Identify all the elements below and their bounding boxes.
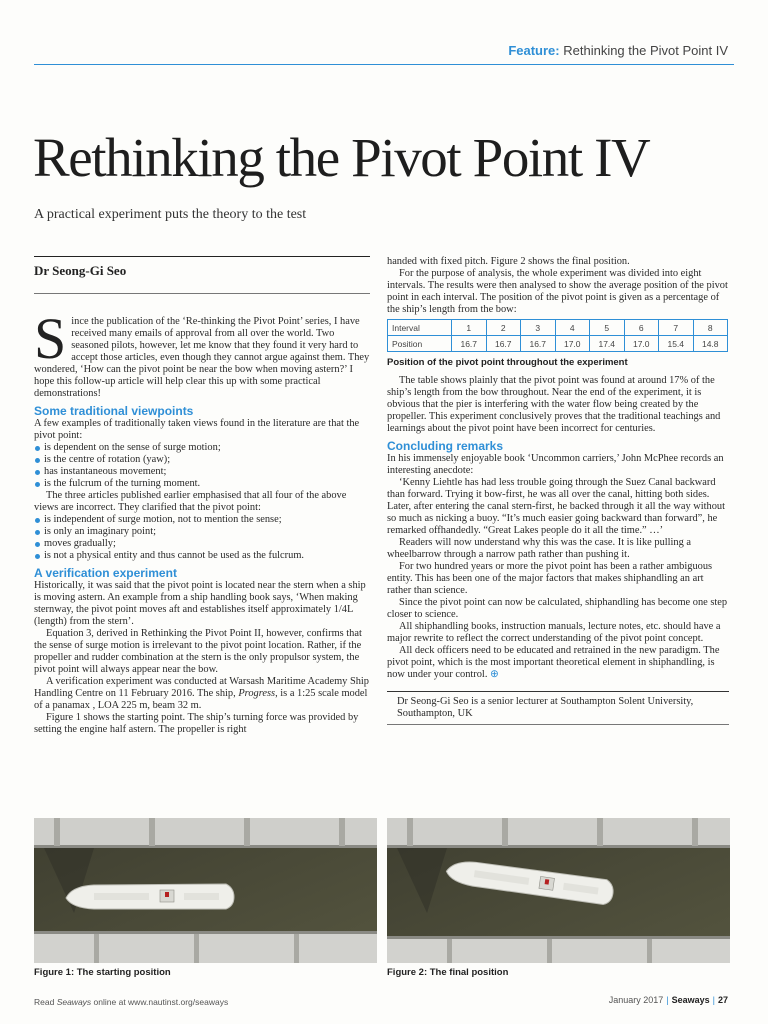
paragraph-experiment (34, 676, 371, 712)
footer-read-text: Read (34, 997, 57, 1007)
list-item: is dependent on the sense of surge motion; (34, 442, 371, 454)
table-cell: 8 (693, 320, 728, 336)
paragraph-book: In his immensely enjoyable book ‘Uncommon carriers,’ John McPhee records an interesting anecdote: (387, 453, 724, 476)
header-rule (34, 64, 734, 65)
figure-1-photo (34, 818, 377, 963)
table-cell: 17.4 (590, 336, 625, 352)
paragraph-readers: Readers will now understand why this was the case. It is like pulling a wheelbarrow through a narrow path rather than pushing it. (387, 537, 692, 560)
paragraph-books: All shiphandling books, instruction manuals, lecture notes, etc. should have a major rewrite to reflect the correct understanding of the pivot point concept. (387, 621, 721, 644)
table-cell: 16.7 (486, 336, 521, 352)
table-cell: 6 (624, 320, 659, 336)
table-cell: 14.8 (693, 336, 728, 352)
footer-separator: | (712, 995, 715, 1005)
right-column (387, 256, 729, 725)
feature-header (508, 43, 728, 58)
drop-cap: S (34, 306, 67, 371)
list-item: is independent of surge motion, not to mention the sense; (34, 514, 371, 526)
feature-title: Rethinking the Pivot Point IV (563, 43, 728, 58)
footer-page-info (609, 995, 728, 1005)
paragraph-figure1: Figure 1 shows the starting point. The ship’s turning force was provided by setting the engine half astern. The propeller is right (34, 712, 359, 735)
footer-publication: Seaways (671, 995, 710, 1005)
article-title: Rethinking the Pivot Point IV (33, 127, 650, 188)
paragraph-table-shows: The table shows plainly that the pivot point was found at around 17% of the ship’s length from the bow throughout. Near the end of the experiment, it is obvious that the pier is interfering with the water flow being created by the propeller. This experiment conclusively proves that the traditional teachings and learnings about the pivot point have been incorrect for centuries. (387, 375, 721, 434)
author-byline: Dr Seong-Gi Seo (34, 263, 127, 278)
table-row-header: Position (388, 336, 452, 352)
heading-concluding-remarks: Concluding remarks (387, 439, 504, 453)
table-cell: 15.4 (659, 336, 694, 352)
paragraph-officers (387, 645, 729, 681)
author-bio: Dr Seong-Gi Seo is a senior lecturer at Southampton Solent University, Southampton, UK (387, 691, 729, 725)
paragraph-three-articles: The three articles published earlier emphasised that all four of the above views are incorrect. They clarified that the pivot point: (34, 490, 347, 513)
paragraph-continued: handed with fixed pitch. Figure 2 shows the final position. (387, 256, 630, 267)
end-mark-icon: ⊕ (490, 669, 499, 680)
pivot-point-table (387, 319, 728, 352)
intro-text: ince the publication of the ‘Re-thinking the Pivot Point’ series, I have received many emails of approval from all over the world. Two seasoned pilots, however, let me know that they found it very hard to accept those articles, even though they cannot argue against them. They wondered, ‘How can the pivot point be near the bow when moving astern?’ I hope this follow-up article will help clear this up with some practical demonstrations! (34, 316, 370, 399)
list-item: has instantaneous movement; (34, 466, 371, 478)
table-cell: 5 (590, 320, 625, 336)
traditional-views-list (34, 442, 371, 490)
table-cell: 17.0 (555, 336, 590, 352)
experiment-text-a: A verification experiment was conducted at Warsash Maritime Academy Ship Handling Centre on 11 February 2016. The ship, (34, 676, 370, 699)
clarified-views-list (34, 514, 371, 562)
footer-page-number: 27 (717, 995, 728, 1005)
table-row-header: Interval (388, 320, 452, 336)
footer-date: January 2017 (608, 995, 664, 1005)
paragraph-since: Since the pivot point can now be calculated, shiphandling has become one step closer to science. (387, 597, 728, 620)
left-column (34, 306, 371, 736)
officers-text: All deck officers need to be educated and retrained in the new paradigm. The pivot point, which is the most important theoretical element in shiphandling, is now under your control. (387, 645, 720, 680)
table-caption: Position of the pivot point throughout the experiment (387, 357, 628, 368)
table-cell: 1 (452, 320, 487, 336)
paragraph-quote: ‘Kenny Liehtle has had less trouble going through the Suez Canal backward than forward. Trying it bow-first, he was all over the canal, hitting both sides. Later, after entering the canal stern-first, he backed through it all the way without so much as nicking a buoy. “It’s much easier going backward than forward”, he remarked offhandedly. “Great Lakes people do it all the time.” …’ (387, 477, 726, 536)
byline-rule-top (34, 256, 370, 257)
table-cell: 17.0 (624, 336, 659, 352)
list-item: is only an imaginary point; (34, 526, 371, 538)
list-item: moves gradually; (34, 538, 371, 550)
heading-verification-experiment: A verification experiment (34, 566, 177, 580)
paragraph-traditional: A few examples of traditionally taken views found in the literature are that the pivot point: (34, 418, 360, 441)
list-item: is the centre of rotation (yaw); (34, 454, 371, 466)
table-row-position (388, 336, 728, 352)
ship-name: Progress (238, 688, 276, 699)
figure-1-image (34, 818, 377, 963)
figure-2-photo (387, 818, 730, 963)
experiment-text-b: , is a 1:25 scale model of a panamax , LOA 225 m, beam 32 m. (34, 688, 368, 711)
table-cell: 4 (555, 320, 590, 336)
pivot-table-wrapper (387, 319, 729, 369)
footer-separator: | (666, 995, 669, 1005)
heading-traditional-viewpoints: Some traditional viewpoints (34, 404, 194, 418)
table-cell: 16.7 (452, 336, 487, 352)
footer-read-publication: Seaways (56, 997, 92, 1007)
intro-paragraph (34, 306, 371, 400)
footer-read-online (34, 997, 228, 1007)
table-cell: 2 (486, 320, 521, 336)
paragraph-two-hundred: For two hundred years or more the pivot point has been a rather ambiguous entity. This has been one of the major factors that makes shiphandling an art rather than science. (387, 561, 713, 596)
figure-2-caption: Figure 2: The final position (387, 967, 509, 978)
figure-2-image (387, 818, 730, 963)
list-item: is the fulcrum of the turning moment. (34, 478, 371, 490)
list-item: is not a physical entity and thus cannot be used as the fulcrum. (34, 550, 371, 562)
paragraph-equation: Equation 3, derived in Rethinking the Pivot Point II, however, confirms that the sense of surge motion is irrelevant to the pivot point location. Rather, if the propeller and rudder combination at the stern is the only propulsor system, the pivot point will always appear near the bow. (34, 628, 362, 675)
footer-read-url: online at www.nautinst.org/seaways (91, 997, 229, 1007)
byline-rule-bottom (34, 293, 370, 294)
paragraph-historically: Historically, it was said that the pivot point is located near the stern when a ship is moving astern. An example from a ship handling book says, ‘When making sternway, the pivot point moves aft and establishes itself approximately 1/4L (length) from the stern’. (34, 580, 366, 627)
table-cell: 3 (521, 320, 556, 336)
article-subtitle: A practical experiment puts the theory to the test (34, 207, 307, 222)
table-cell: 16.7 (521, 336, 556, 352)
figure-1-caption: Figure 1: The starting position (34, 967, 171, 978)
table-row-interval (388, 320, 728, 336)
paragraph-analysis: For the purpose of analysis, the whole experiment was divided into eight intervals. The results were then analysed to show the average position of the pivot point in each interval. The position of the pivot point is given as a percentage of the ship’s length from the bow: (387, 268, 728, 315)
feature-label: Feature: (508, 43, 560, 58)
table-cell: 7 (659, 320, 694, 336)
